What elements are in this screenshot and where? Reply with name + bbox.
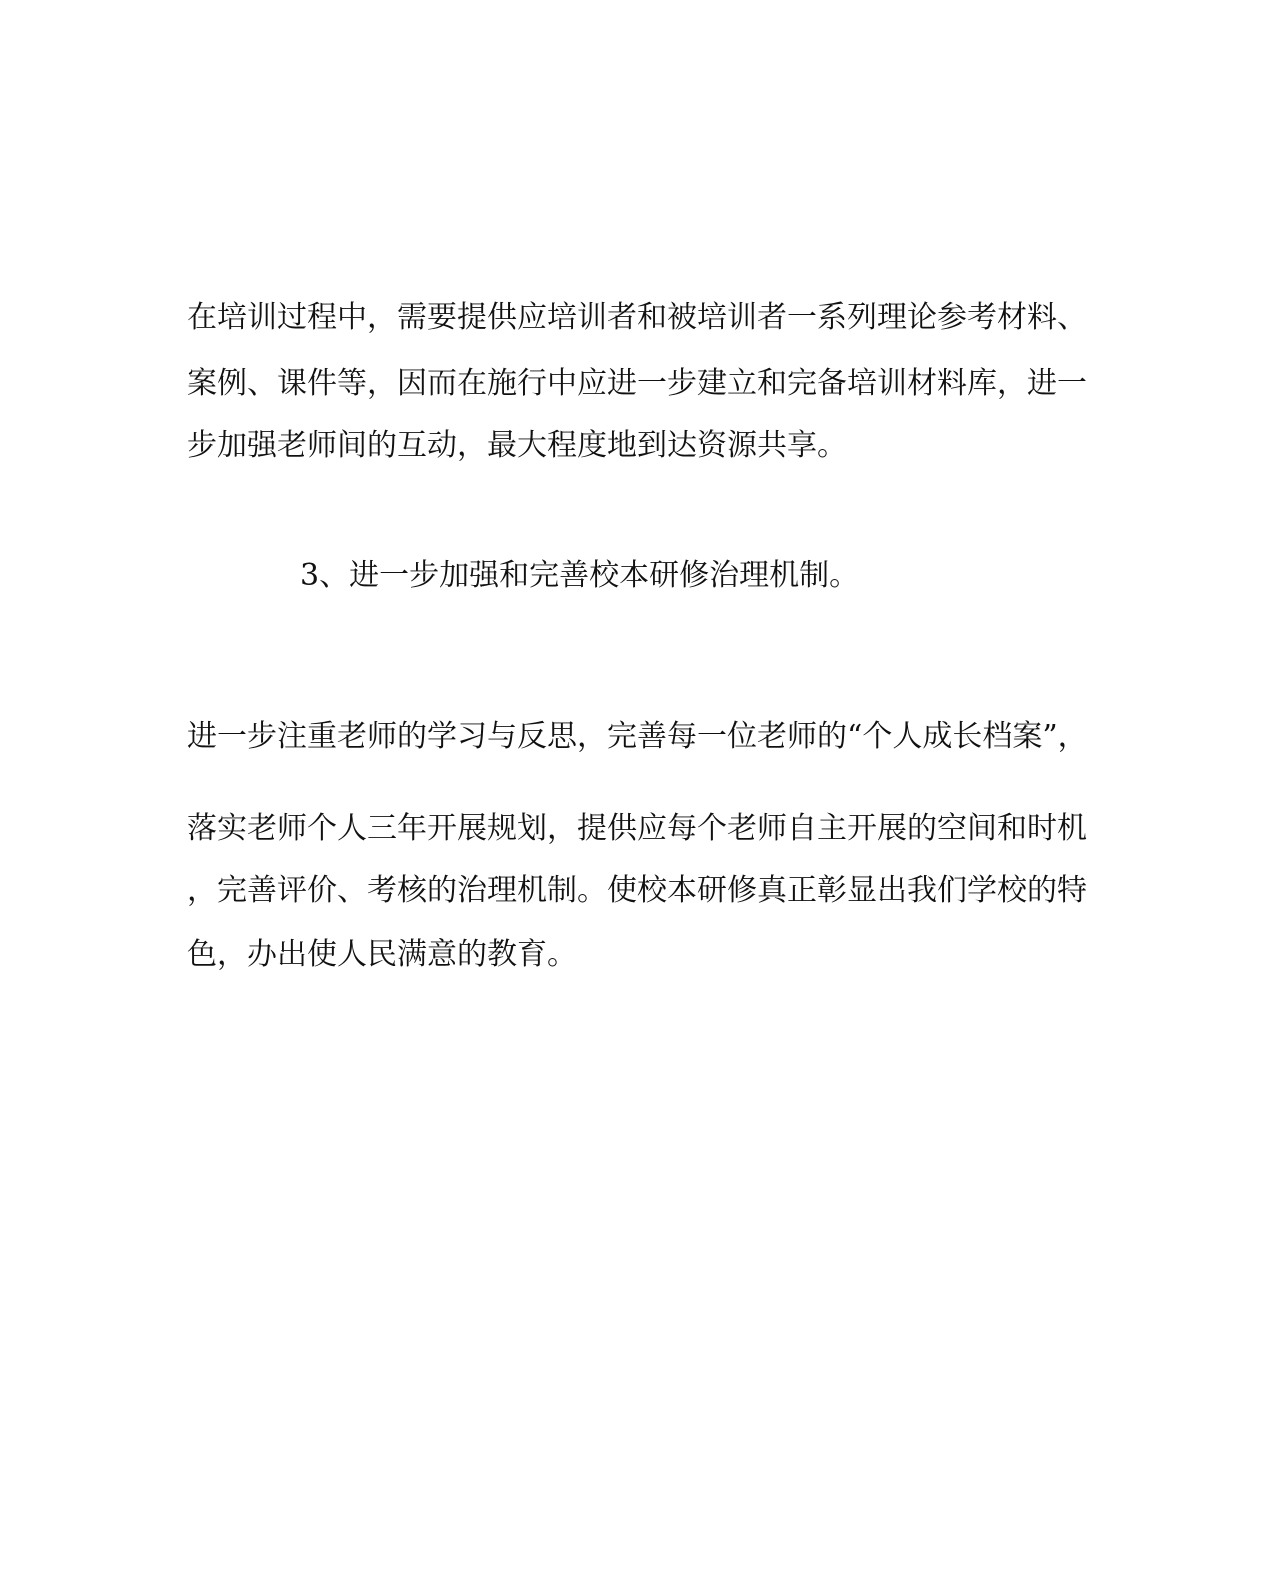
paragraph-2-line-2: 落实老师个人三年开展规划，提供应每个老师自主开展的空间和时机 — [187, 811, 1087, 846]
section-heading: 3、进一步加强和完善校本研修治理机制。 — [300, 558, 860, 593]
paragraph-1-line-1: 在培训过程中，需要提供应培训者和被培训者一系列理论参考材料、 — [187, 300, 1087, 335]
paragraph-2-line-3: ，完善评价、考核的治理机制。使校本研修真正彰显出我们学校的特 — [187, 873, 1087, 908]
paragraph-2-line-1: 进一步注重老师的学习与反思，完善每一位老师的“个人成长档案”， — [187, 719, 1088, 754]
paragraph-1-line-3: 步加强老师间的互动，最大程度地到达资源共享。 — [187, 428, 847, 463]
paragraph-1-line-2: 案例、课件等，因而在施行中应进一步建立和完备培训材料库，进一 — [187, 366, 1087, 401]
paragraph-2-line-4: 色，办出使人民满意的教育。 — [187, 937, 577, 972]
